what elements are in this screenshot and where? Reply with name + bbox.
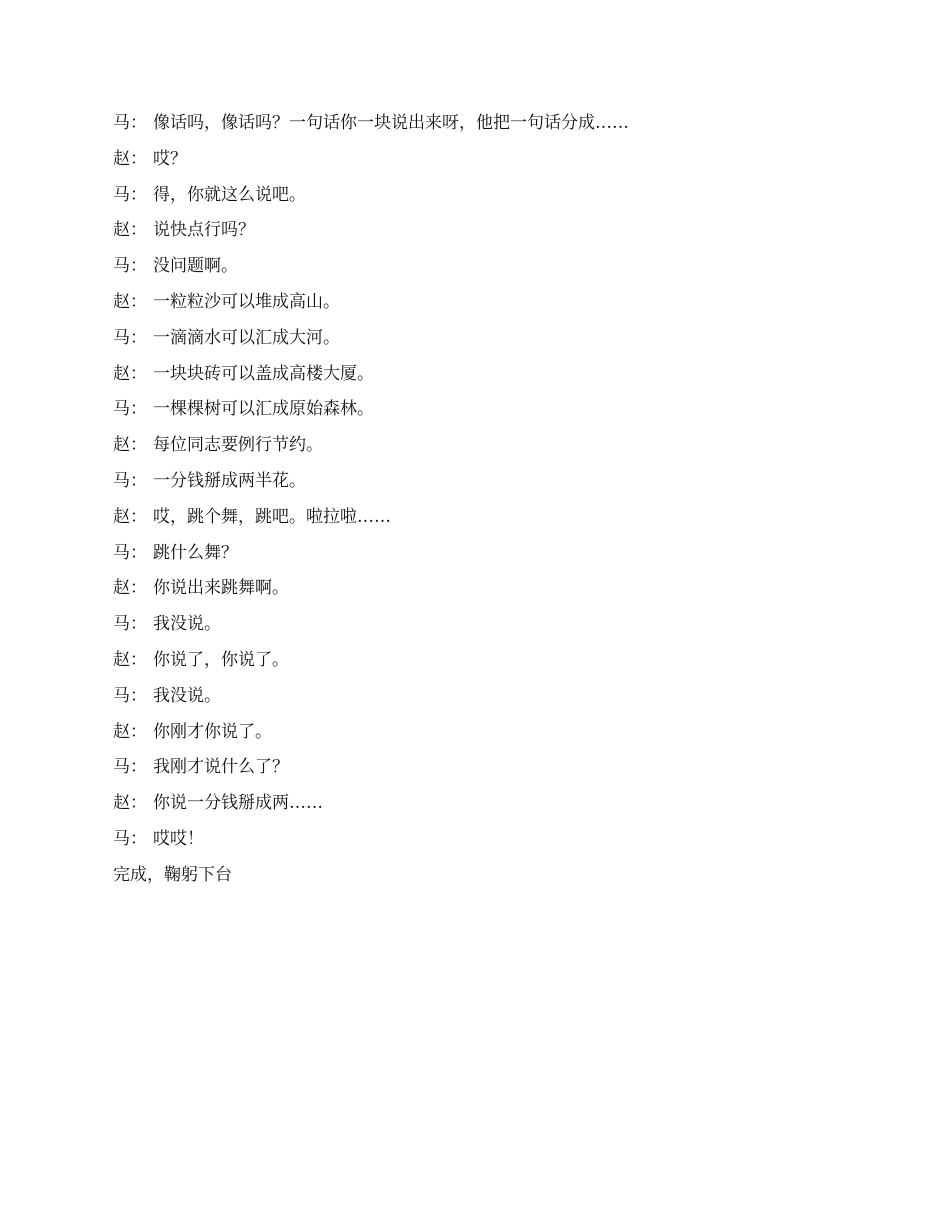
speaker-label: 马： — [113, 685, 147, 706]
speaker-label: 马： — [113, 256, 147, 277]
speaker-label: 赵： — [113, 291, 147, 312]
dialogue-line — [113, 610, 893, 646]
dialogue-line — [113, 324, 893, 360]
dialogue-line — [113, 467, 893, 503]
dialogue-text: 得，你就这么说吧。 — [153, 184, 306, 205]
speaker-label: 马： — [113, 113, 147, 133]
speaker-label: 马： — [113, 542, 147, 563]
speaker-label: 赵： — [113, 793, 147, 814]
speaker-label: 马： — [113, 470, 147, 491]
dialogue-text: 你说一分钱掰成两…… — [153, 793, 323, 814]
speaker-label: 马： — [113, 399, 147, 420]
speaker-label: 马： — [113, 828, 147, 849]
speaker-label: 赵： — [113, 148, 147, 169]
dialogue-line — [113, 646, 893, 682]
speaker-label: 赵： — [113, 363, 147, 384]
dialogue-text: 哎哎！ — [153, 828, 204, 849]
dialogue-text: 一分钱掰成两半花。 — [153, 470, 306, 491]
dialogue-line — [113, 288, 893, 324]
dialogue-line — [113, 718, 893, 754]
dialogue-line — [113, 825, 893, 861]
dialogue-text: 像话吗，像话吗？一句话你一块说出来呀，他把一句话分成…… — [153, 113, 629, 133]
dialogue-line — [113, 753, 893, 789]
speaker-label: 赵： — [113, 721, 147, 742]
dialogue-text: 每位同志要例行节约。 — [153, 435, 323, 456]
dialogue-line — [113, 395, 893, 431]
dialogue-line — [113, 789, 893, 825]
speaker-label: 马： — [113, 614, 147, 635]
dialogue-line — [113, 145, 893, 181]
dialogue-text: 我刚才说什么了？ — [153, 757, 289, 778]
dialogue-text: 没问题啊。 — [153, 256, 238, 277]
speaker-label: 赵： — [113, 578, 147, 599]
dialogue-line — [113, 109, 893, 145]
dialogue-text: 我没说。 — [153, 614, 221, 635]
dialogue-text: 一棵棵树可以汇成原始森林。 — [153, 399, 374, 420]
dialogue-line — [113, 252, 893, 288]
dialogue-text: 跳什么舞？ — [153, 542, 238, 563]
dialogue-line — [113, 216, 893, 252]
dialogue-text: 你说了，你说了。 — [153, 649, 289, 670]
speaker-label: 马： — [113, 757, 147, 778]
speaker-label: 马： — [113, 327, 147, 348]
speaker-label: 赵： — [113, 435, 147, 456]
dialogue-text: 你刚才你说了。 — [153, 721, 272, 742]
dialogue-line — [113, 682, 893, 718]
speaker-label: 马： — [113, 184, 147, 205]
dialogue-text: 你说出来跳舞啊。 — [153, 578, 289, 599]
dialogue-line — [113, 431, 893, 467]
dialogue-text: 我没说。 — [153, 685, 221, 706]
dialogue-text: 说快点行吗？ — [153, 220, 255, 241]
dialogue-text: 哎？ — [153, 148, 187, 169]
dialogue-text: 一粒粒沙可以堆成高山。 — [153, 291, 340, 312]
dialogue-text: 哎，跳个舞，跳吧。啦拉啦…… — [153, 506, 391, 527]
dialogue-text: 一块块砖可以盖成高楼大厦。 — [153, 363, 374, 384]
speaker-label: 赵： — [113, 506, 147, 527]
speaker-label: 赵： — [113, 649, 147, 670]
dialogue-line — [113, 360, 893, 396]
dialogue-line — [113, 181, 893, 217]
dialogue-list — [113, 109, 893, 861]
dialogue-line — [113, 539, 893, 575]
dialogue-line — [113, 503, 893, 539]
speaker-label: 赵： — [113, 220, 147, 241]
document-page — [113, 109, 893, 897]
dialogue-text: 一滴滴水可以汇成大河。 — [153, 327, 340, 348]
dialogue-line — [113, 574, 893, 610]
closing-stage-direction: 完成，鞠躬下台 — [113, 864, 232, 885]
